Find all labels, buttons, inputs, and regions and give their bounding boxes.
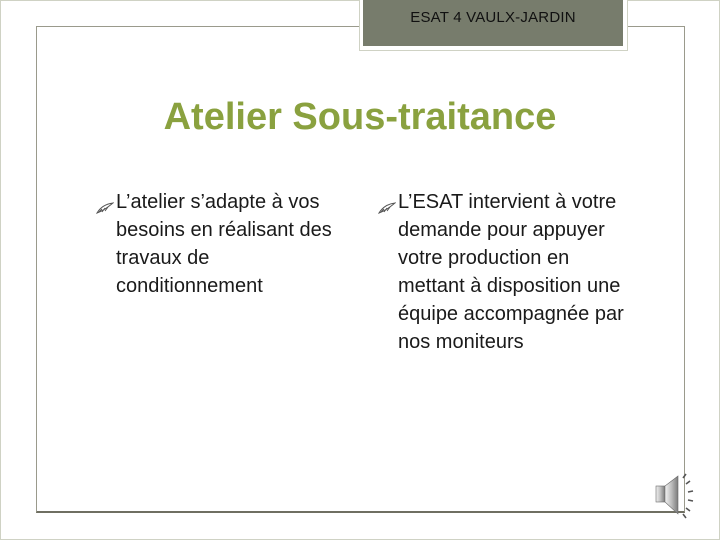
bullet-left-text: L’atelier s’adapte à vos besoins en réalisant des travaux de conditionnement [116,191,332,297]
header-banner [363,0,623,46]
speaker-icon[interactable] [650,468,700,524]
slide-title: Atelier Sous-traitance [163,96,557,138]
banner-text: ESAT 4 VAULX-JARDIN [410,8,576,26]
bullet-right [378,188,628,356]
leaf-bullet-icon [378,202,396,214]
bullet-right-text: L’ESAT intervient à votre demande pour appuyer votre production en mettant à disposition une équipe accompagnée par nos moniteurs [398,191,624,353]
leaf-bullet-icon [96,202,114,214]
bullet-left [96,188,346,300]
